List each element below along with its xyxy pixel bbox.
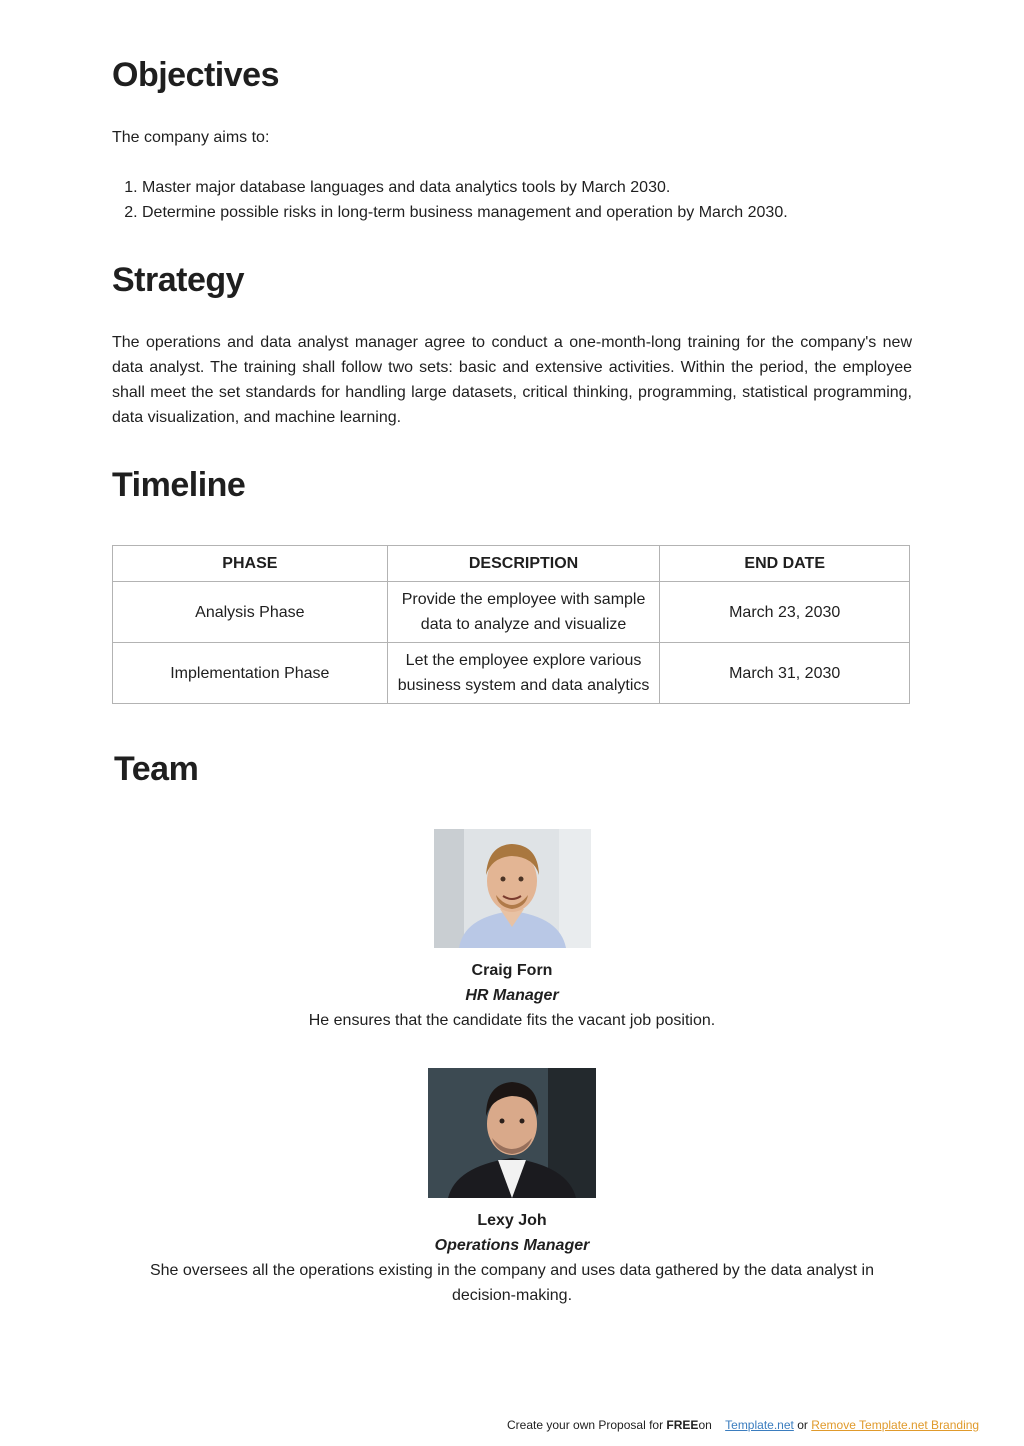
strategy-paragraph: The operations and data analyst manager agree to conduct a one-month-long training for the company's new data analyst. The training shall follow two sets: basic and extensive activities. Within the period, the employee shall meet the set standards for handling large datasets, critical thinking, programming, statistical programming, data visualization, and machine learning. bbox=[112, 334, 912, 426]
member-bio: He ensures that the candidate fits the vacant job position. bbox=[308, 1012, 716, 1029]
member-role: Operations Manager bbox=[434, 1237, 590, 1254]
table-header-row bbox=[113, 546, 910, 582]
footer-on: on bbox=[698, 1418, 712, 1432]
objectives-intro: The company aims to: bbox=[112, 129, 270, 146]
list-item: 1. Master major database languages and data analytics tools by March 2030. bbox=[142, 175, 788, 200]
table-row bbox=[113, 643, 910, 704]
footer-or: or bbox=[797, 1418, 808, 1432]
table-cell: March 31, 2030 bbox=[660, 643, 910, 704]
footer-text: Create your own Proposal for bbox=[507, 1418, 664, 1432]
column-header: END DATE bbox=[660, 546, 910, 582]
table-cell: Let the employee explore various business system and data analytics bbox=[387, 643, 660, 704]
objectives-heading: Objectives bbox=[112, 56, 279, 94]
column-header: DESCRIPTION bbox=[387, 546, 660, 582]
table-cell: March 23, 2030 bbox=[660, 582, 910, 643]
team-heading: Team bbox=[114, 750, 199, 788]
table-cell: Implementation Phase bbox=[113, 643, 388, 704]
member-name: Craig Forn bbox=[471, 962, 553, 979]
team-member-card bbox=[112, 829, 912, 1033]
table-row bbox=[113, 582, 910, 643]
member-name: Lexy Joh bbox=[477, 1212, 547, 1229]
table-cell: Provide the employee with sample data to analyze and visualize bbox=[387, 582, 660, 643]
column-header: PHASE bbox=[113, 546, 388, 582]
template-net-link[interactable]: Template.net bbox=[725, 1418, 794, 1432]
branding-footer bbox=[507, 1418, 979, 1432]
member-photo bbox=[428, 1068, 596, 1198]
timeline-table bbox=[112, 545, 910, 704]
list-item: 2. Determine possible risks in long-term business management and operation by March 2030. bbox=[142, 200, 788, 225]
table-cell: Analysis Phase bbox=[113, 582, 388, 643]
team-member-card bbox=[112, 1068, 912, 1308]
remove-branding-link[interactable]: Remove Template.net Branding bbox=[811, 1418, 980, 1432]
footer-free: FREE bbox=[666, 1418, 699, 1432]
member-bio: She oversees all the operations existing in the company and uses data gathered by the data analyst in decision-making. bbox=[149, 1262, 875, 1304]
objectives-list bbox=[112, 175, 788, 225]
timeline-heading: Timeline bbox=[112, 466, 246, 504]
strategy-heading: Strategy bbox=[112, 261, 245, 299]
member-role: HR Manager bbox=[465, 987, 559, 1004]
member-photo bbox=[434, 829, 591, 948]
